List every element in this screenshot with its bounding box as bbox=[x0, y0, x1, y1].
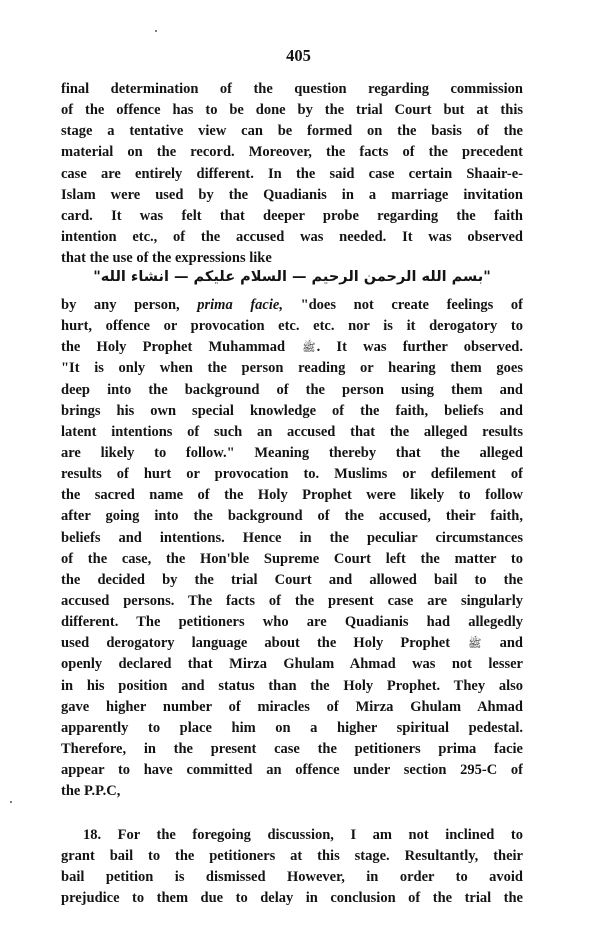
page-number: 405 bbox=[286, 46, 311, 65]
text-line: are likely to follow." Meaning thereby that the alleged bbox=[61, 444, 523, 461]
latin-phrase-italic: prima facie, bbox=[197, 297, 283, 313]
text-line: openly declared that Mirza Ghulam Ahmad was not lesser bbox=[61, 656, 523, 673]
text-line-prima-facie bbox=[61, 295, 523, 316]
text-line: the sacred name of the Holy Prophet were likely to follow bbox=[61, 487, 523, 504]
text-line: after going into the background of the accused, their faith, bbox=[61, 508, 523, 525]
text-span: the Holy Prophet Muhammad bbox=[61, 339, 302, 356]
text-line: Islam were used by the Quadianis in a marriage invitation bbox=[61, 186, 523, 203]
honorific-pbuh-icon: ﷺ bbox=[302, 341, 316, 355]
text-line: of the offence has to be done by the trial Court but at this bbox=[61, 102, 523, 119]
text-line: bail petition is dismissed However, in order to avoid bbox=[61, 869, 523, 886]
text-line: Therefore, in the present case the petitioners prima facie bbox=[61, 740, 523, 757]
text-line: "It is only when the person reading or hearing them goes bbox=[61, 360, 523, 377]
text-line: of the case, the Hon'ble Supreme Court left the matter to bbox=[61, 550, 523, 567]
text-line-derogatory bbox=[61, 633, 523, 654]
text-span: . It was further observed. bbox=[316, 339, 523, 356]
honorific-pbuh-icon: ﷺ bbox=[468, 637, 482, 651]
text-line: gave higher number of miracles of Mirza Ghulam Ahmad bbox=[61, 698, 523, 715]
text-line: brings his own special knowledge of the faith, beliefs and bbox=[61, 402, 523, 419]
text-line: stage a tentative view can be formed on the basis of the bbox=[61, 123, 523, 140]
text-line: the P.P.C, bbox=[61, 783, 121, 800]
text-span: and bbox=[482, 635, 523, 652]
scan-speck bbox=[155, 30, 157, 32]
text-line: material on the record. Moreover, the facts of the precedent bbox=[61, 144, 523, 161]
text-span: "does not create feelings of bbox=[282, 297, 523, 313]
text-line: intention etc., of the accused was needed. It was observed bbox=[61, 228, 523, 245]
text-line: apparently to place him on a higher spiritual pedestal. bbox=[61, 719, 523, 736]
arabic-quoted-expressions: "بسم الله الرحمن الرحيم — السلام عليكم — انشاء الله" bbox=[93, 269, 491, 285]
text-line: that the use of the expressions like bbox=[61, 250, 272, 267]
text-line: appear to have committed an offence under section 295-C of bbox=[61, 762, 523, 779]
text-line: 18. For the foregoing discussion, I am not inclined to bbox=[83, 827, 523, 843]
text-line: case are entirely different. In the said case certain Shaair-e- bbox=[61, 165, 523, 182]
text-span: used derogatory language about the Holy Prophet bbox=[61, 635, 468, 652]
paragraph-1-continuation bbox=[61, 295, 523, 802]
text-line: prejudice to them due to delay in conclusion of the trial the bbox=[61, 890, 523, 907]
text-line: results of hurt or provocation to. Muslims or defilement of bbox=[61, 466, 523, 483]
text-line: final determination of the question regarding commission bbox=[61, 81, 523, 97]
text-line: latent intentions of such an accused that the alleged results bbox=[61, 423, 523, 440]
text-span: by any person, bbox=[61, 297, 198, 313]
text-line: accused persons. The facts of the present case are singularly bbox=[61, 592, 523, 609]
text-line: in his position and status than the Holy Prophet. They also bbox=[61, 677, 523, 694]
text-line: grant bail to the petitioners at this stage. Resultantly, their bbox=[61, 848, 523, 865]
text-line: beliefs and intentions. Hence in the peculiar circumstances bbox=[61, 529, 523, 546]
text-line-holy-prophet bbox=[61, 337, 523, 358]
paragraph-1-opening bbox=[61, 79, 523, 269]
text-line: different. The petitioners who are Quadianis had allegedly bbox=[61, 614, 523, 631]
text-line: card. It was felt that deeper probe regarding the faith bbox=[61, 207, 523, 224]
scan-speck bbox=[10, 801, 12, 803]
paragraph-18 bbox=[61, 825, 523, 910]
text-line: hurt, offence or provocation etc. etc. nor is it derogatory to bbox=[61, 318, 523, 335]
text-line: the decided by the trial Court and allowed bail to the bbox=[61, 571, 523, 588]
text-line: deep into the background of the person using them and bbox=[61, 381, 523, 398]
